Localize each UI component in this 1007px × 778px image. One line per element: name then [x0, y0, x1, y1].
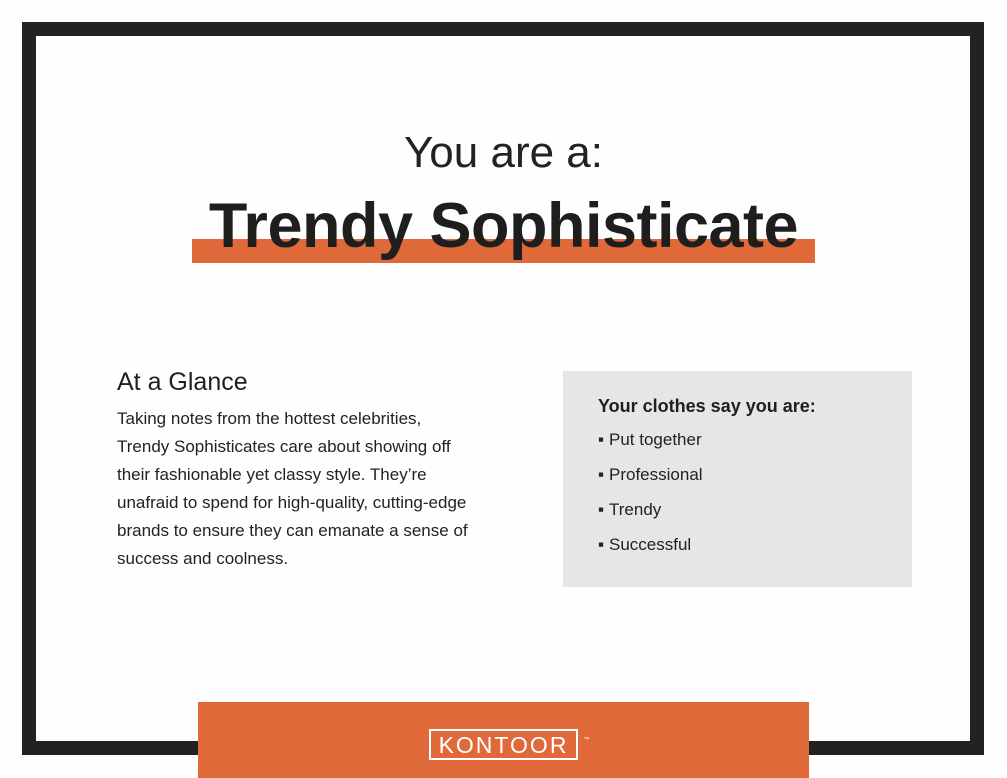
kontoor-logo [429, 729, 590, 760]
at-a-glance-heading: At a Glance [117, 368, 248, 396]
bullet-icon: ▪ [598, 465, 605, 484]
list-item [598, 464, 912, 499]
bullet-icon: ▪ [598, 535, 605, 554]
list-item-label: Professional [609, 465, 703, 484]
logo-text: KONTOOR [438, 732, 569, 758]
traits-list [598, 429, 912, 569]
list-item [598, 534, 912, 569]
bullet-icon: ▪ [598, 430, 605, 449]
trademark-symbol: ™ [583, 737, 590, 743]
at-a-glance-section [117, 368, 477, 573]
list-item-label: Successful [609, 535, 692, 554]
traits-card [563, 371, 912, 587]
at-a-glance-description: Taking notes from the hottest celebrities, Trendy Sophisticates care about showing off their fashionable yet classy style. They’re unafraid to spend for high-quality, cutting-edge brands to ensure they can emanate a sense of success and coolness. [117, 409, 468, 568]
page-title: Trendy Sophisticate [208, 191, 799, 261]
title-block [192, 190, 815, 266]
list-item [598, 499, 912, 534]
bullet-icon: ▪ [598, 500, 605, 519]
intro-text: You are a: [404, 128, 603, 177]
list-item-label: Put together [609, 430, 702, 449]
footer-banner [198, 702, 809, 778]
list-item [598, 429, 912, 464]
traits-card-title: Your clothes say you are: [598, 396, 816, 416]
list-item-label: Trendy [609, 500, 662, 519]
